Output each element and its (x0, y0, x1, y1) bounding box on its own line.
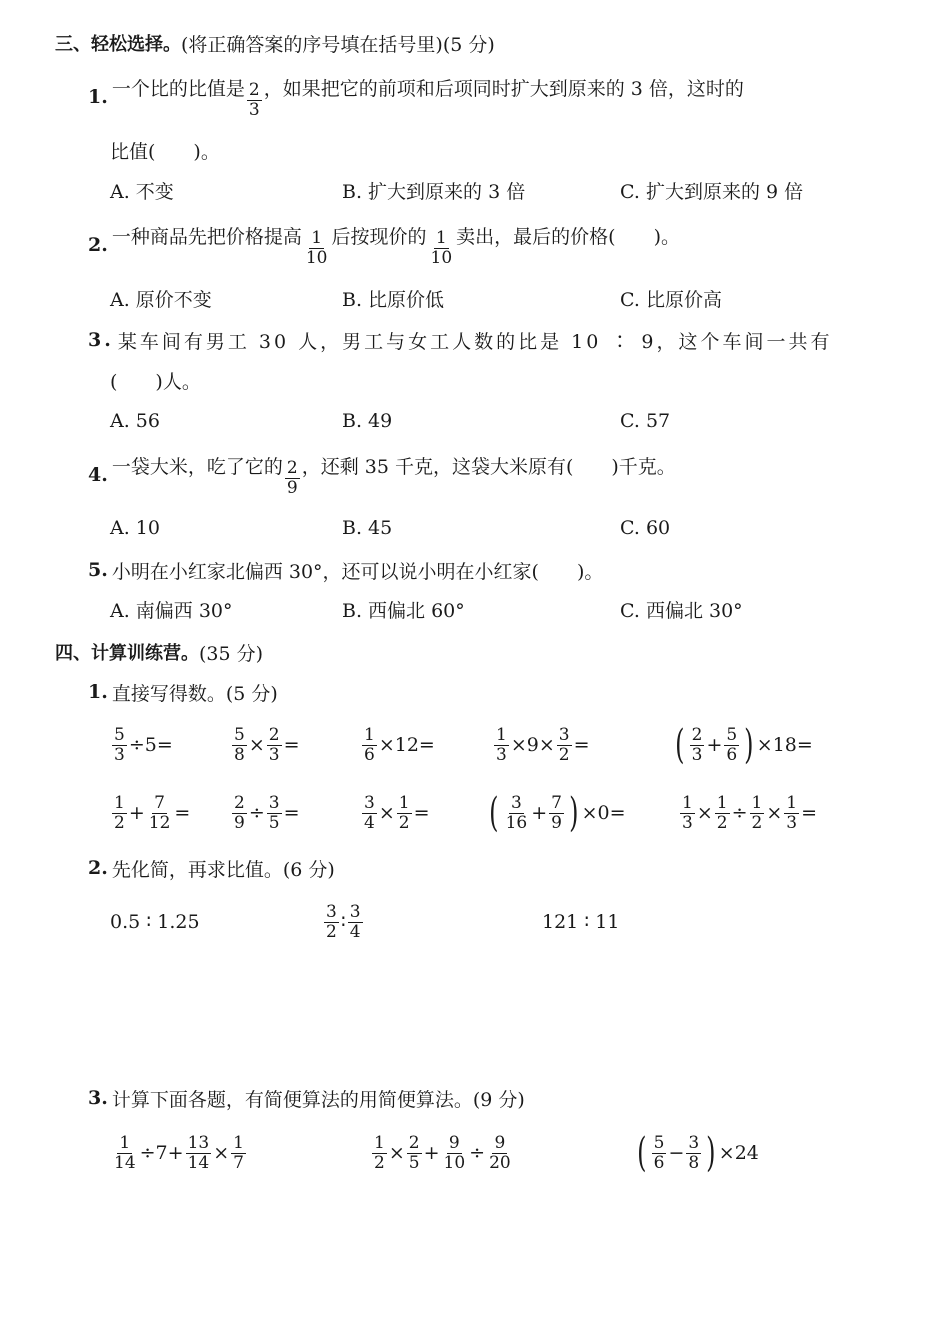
section-title: 四、计算训练营。 (55, 643, 199, 664)
numerator: 1 (398, 792, 410, 813)
question-text (112, 452, 676, 498)
fraction (549, 794, 564, 833)
expression (230, 793, 300, 833)
option-c: C. 60 (620, 517, 671, 539)
text-segment: = (801, 802, 817, 824)
expression (110, 725, 173, 765)
section-note: (35 分) (199, 642, 264, 665)
numerator: 2 (408, 1132, 420, 1153)
question-1 (88, 77, 744, 120)
fraction (680, 794, 695, 833)
fraction (324, 903, 339, 942)
fraction (494, 726, 509, 765)
numerator: 1 (233, 1132, 244, 1153)
denominator: 3 (496, 744, 507, 765)
fraction (112, 1134, 138, 1173)
fraction (397, 794, 412, 833)
text-segment: + (128, 802, 145, 824)
fraction (348, 903, 363, 942)
option-a: A. 不变 (110, 180, 174, 203)
option-b: B. 45 (342, 517, 393, 539)
fraction (686, 1134, 701, 1173)
part-number: 3. (88, 1087, 108, 1109)
denominator: 7 (233, 1152, 244, 1173)
numerator: 2 (268, 724, 280, 745)
text-segment: ÷ (731, 802, 748, 824)
question-text (112, 74, 744, 120)
fraction (112, 726, 127, 765)
option-a: A. 原价不变 (110, 288, 212, 311)
denominator: 6 (364, 744, 375, 765)
section-4-heading (55, 632, 263, 672)
text-segment: 后按现价的 (331, 226, 427, 248)
fraction (750, 794, 765, 833)
numerator: 1 (114, 792, 125, 813)
numerator: 1 (119, 1132, 131, 1153)
text-segment: 0.5 ∶ 1.25 (110, 911, 200, 933)
numerator: 3 (511, 792, 522, 813)
fraction (407, 1134, 422, 1173)
fraction (487, 1134, 513, 1173)
numerator: 3 (558, 724, 570, 745)
denominator: 3 (268, 744, 280, 765)
fraction (247, 81, 262, 120)
numerator: 1 (496, 724, 507, 745)
text-segment: = (174, 802, 191, 824)
denominator: 3 (114, 744, 125, 765)
question-number: 5. (88, 559, 108, 581)
option-a: A. 南偏西 30° (110, 599, 233, 622)
fraction (652, 1134, 667, 1173)
denominator: 3 (691, 744, 703, 765)
text-segment: = (413, 802, 430, 824)
numerator: 3 (349, 901, 361, 922)
part-number: 2. (88, 857, 108, 879)
text-segment: ，如果把它的前项和后项同时扩大到原来的 3 倍，这时的 (263, 78, 744, 100)
expression (542, 902, 619, 942)
text-segment: 小明在小红家北偏西 30°，还可以说小明在小红家( )。 (111, 560, 604, 583)
denominator: 6 (653, 1152, 665, 1173)
text-segment: × (378, 802, 395, 824)
denominator: 6 (726, 744, 738, 765)
denominator: 5 (408, 1152, 420, 1173)
denominator: 8 (688, 1152, 700, 1173)
question-text (112, 557, 604, 584)
fraction (267, 794, 282, 833)
fraction (285, 459, 300, 498)
fraction (362, 726, 377, 765)
text-segment: − (668, 1142, 685, 1164)
text-segment: = (573, 734, 590, 756)
part-2-heading (88, 848, 335, 888)
text-segment: ÷7+ (139, 1142, 184, 1164)
big-parenthesis: ( (675, 722, 685, 768)
denominator: 10 (305, 248, 328, 268)
text-segment: × (766, 802, 783, 824)
option-c: C. 57 (620, 410, 671, 432)
option-b: B. 49 (342, 410, 393, 432)
question-text (118, 327, 833, 354)
text-segment: ×18= (756, 734, 813, 756)
numerator: 9 (494, 1132, 506, 1153)
part-label: 先化简，再求比值。(6 分) (111, 858, 335, 881)
numerator: 3 (268, 792, 280, 813)
denominator: 3 (682, 812, 693, 833)
expression (230, 725, 300, 765)
numerator: 1 (364, 724, 375, 745)
big-parenthesis: ( (489, 790, 499, 836)
fraction (232, 726, 247, 765)
expression (322, 902, 365, 942)
question-number: 4. (88, 464, 108, 486)
numerator: 1 (751, 792, 763, 813)
fraction (784, 794, 799, 833)
numerator: 7 (154, 792, 165, 813)
text-segment: ÷5= (128, 734, 173, 756)
denominator: 9 (234, 812, 245, 833)
denominator: 2 (558, 744, 570, 765)
text-segment: ×24 (718, 1142, 759, 1164)
denominator: 4 (349, 921, 361, 942)
text-segment: ÷ (248, 802, 265, 824)
denominator: 10 (430, 248, 453, 268)
expression (492, 725, 590, 765)
fraction (504, 794, 530, 833)
text-segment: ，还剩 35 千克，这袋大米原有( )千克。 (301, 456, 676, 478)
text-segment: + (423, 1142, 440, 1164)
text-segment: × (696, 802, 713, 824)
big-parenthesis: ) (569, 790, 579, 836)
text-segment: ( )人。 (110, 370, 201, 393)
denominator: 14 (187, 1152, 210, 1173)
text-segment: 卖出，最后的价格( )。 (456, 226, 680, 248)
denominator: 10 (443, 1152, 466, 1173)
numerator: 2 (234, 792, 245, 813)
question-text (112, 222, 680, 268)
denominator: 14 (114, 1152, 136, 1173)
text-segment: ∶ (340, 911, 346, 933)
numerator: 1 (682, 792, 693, 813)
text-segment: 121 ∶ 11 (542, 911, 620, 933)
question-3-cont (110, 360, 201, 400)
section-note: (将正确答案的序号填在括号里)(5 分) (181, 33, 495, 56)
fraction (724, 726, 739, 765)
fraction (557, 726, 572, 765)
question-2 (88, 225, 680, 268)
part-1-heading (88, 672, 278, 712)
big-parenthesis: ( (637, 1130, 647, 1176)
big-parenthesis: ) (706, 1130, 716, 1176)
option-a: A. 10 (110, 517, 160, 539)
numerator: 3 (326, 901, 337, 922)
question-number: 2. (88, 234, 108, 256)
denominator: 9 (551, 812, 562, 833)
numerator: 2 (286, 458, 298, 478)
text-segment: ×0= (581, 802, 626, 824)
numerator: 5 (653, 1132, 665, 1153)
numerator: 2 (248, 80, 260, 100)
fraction (429, 229, 455, 268)
denominator: 20 (489, 1152, 511, 1173)
numerator: 9 (448, 1132, 460, 1153)
text-segment: 一种商品先把价格提高 (111, 226, 302, 248)
text-segment: × (213, 1142, 230, 1164)
fraction (147, 794, 173, 833)
numerator: 2 (691, 724, 703, 745)
text-segment: + (706, 734, 723, 756)
big-parenthesis: ) (744, 722, 754, 768)
option-a: A. 56 (110, 410, 160, 432)
denominator: 2 (114, 812, 125, 833)
option-b: B. 西偏北 60° (342, 599, 465, 622)
numerator: 1 (311, 228, 323, 248)
denominator: 2 (398, 812, 410, 833)
section-title: 三、轻松选择。 (55, 34, 181, 55)
numerator: 1 (716, 792, 728, 813)
text-segment: 某车间有男工 30 人，男工与女工人数的比是 10 ∶ 9，这个车间一共有 (117, 330, 833, 353)
numerator: 1 (374, 1132, 385, 1153)
text-segment: ÷ (469, 1142, 486, 1164)
text-segment: = (283, 802, 300, 824)
denominator: 2 (326, 921, 337, 942)
option-c: C. 西偏北 30° (620, 599, 743, 622)
denominator: 2 (374, 1152, 385, 1173)
text-segment: ×9× (510, 734, 555, 756)
text-segment: × (248, 734, 265, 756)
question-3 (88, 320, 833, 360)
question-number: 1. (88, 86, 108, 108)
expression (110, 793, 190, 833)
fraction (362, 794, 377, 833)
text-segment: 一个比的比值是 (111, 78, 245, 100)
expression (110, 1133, 248, 1173)
numerator: 3 (688, 1132, 700, 1153)
option-c: C. 扩大到原来的 9 倍 (620, 180, 804, 203)
part-label: 直接写得数。(5 分) (111, 682, 278, 705)
question-1-cont (110, 130, 220, 170)
denominator: 12 (148, 812, 171, 833)
numerator: 7 (551, 792, 562, 813)
text-segment: + (531, 802, 548, 824)
part-label: 计算下面各题，有简便算法的用简便算法。(9 分) (111, 1088, 525, 1111)
fraction (372, 1134, 387, 1173)
expression (370, 1133, 515, 1173)
denominator: 3 (786, 812, 798, 833)
part-3-heading (88, 1078, 525, 1118)
expression (678, 793, 817, 833)
text-segment: 比值( )。 (110, 140, 220, 163)
fraction (267, 726, 282, 765)
question-4 (88, 455, 676, 498)
denominator: 16 (505, 812, 528, 833)
fraction (112, 794, 127, 833)
numerator: 13 (187, 1132, 210, 1153)
denominator: 4 (364, 812, 375, 833)
denominator: 9 (286, 478, 298, 498)
numerator: 3 (364, 792, 375, 813)
numerator: 1 (435, 228, 447, 248)
fraction (231, 1134, 246, 1173)
part-number: 1. (88, 681, 108, 703)
numerator: 5 (726, 724, 738, 745)
text-segment: 一袋大米，吃了它的 (111, 456, 283, 478)
expression (360, 793, 430, 833)
fraction (232, 794, 247, 833)
denominator: 8 (234, 744, 245, 765)
expression (110, 902, 200, 942)
fraction (690, 726, 705, 765)
section-3-heading (55, 23, 495, 63)
text-segment: = (283, 734, 300, 756)
denominator: 5 (268, 812, 280, 833)
fraction (715, 794, 730, 833)
denominator: 2 (751, 812, 763, 833)
text-segment: ×12= (378, 734, 435, 756)
fraction (186, 1134, 212, 1173)
denominator: 2 (716, 812, 728, 833)
option-c: C. 比原价高 (620, 288, 722, 311)
fraction (304, 229, 330, 268)
question-number: 3. (88, 329, 114, 351)
option-b: B. 比原价低 (342, 288, 445, 311)
numerator: 1 (786, 792, 798, 813)
expression (672, 722, 813, 768)
expression (634, 1130, 759, 1176)
expression (486, 790, 626, 836)
numerator: 5 (234, 724, 245, 745)
denominator: 3 (248, 100, 260, 120)
expression (360, 725, 435, 765)
text-segment: × (388, 1142, 405, 1164)
option-b: B. 扩大到原来的 3 倍 (342, 180, 526, 203)
fraction (442, 1134, 468, 1173)
question-5 (88, 550, 603, 590)
numerator: 5 (114, 724, 125, 745)
